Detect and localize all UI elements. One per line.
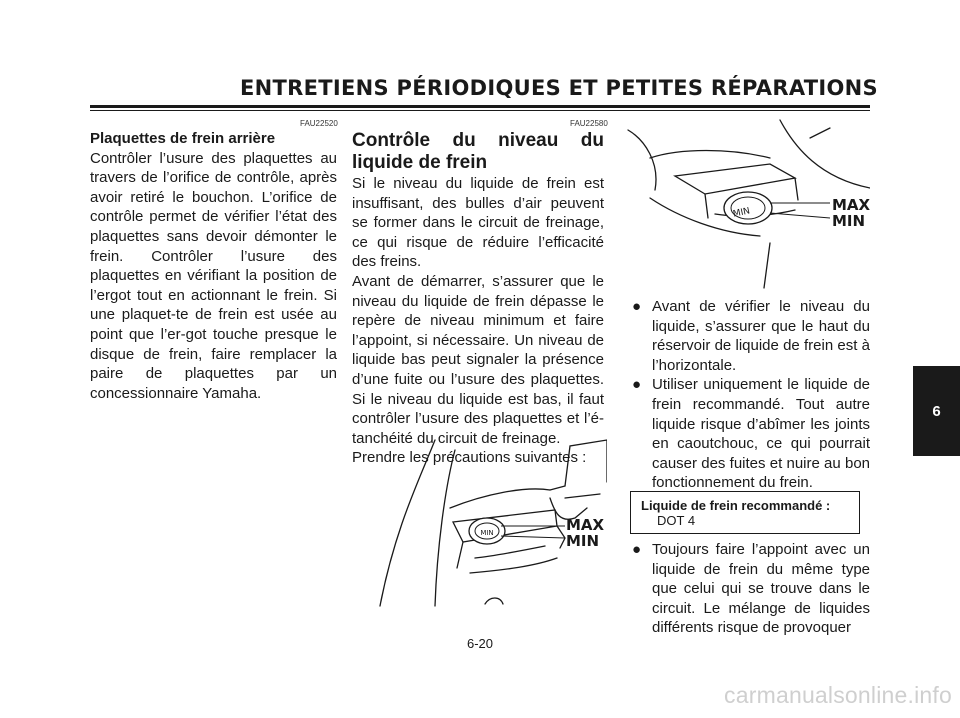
sight-glass-label: MIN xyxy=(732,206,752,220)
precaution-text-3: Toujours faire l’appoint avec un liquide de frein du même type que celui qui se trouve dans le circuit. Le mélange de liquides différents risque de provoquer xyxy=(652,541,870,637)
precautions-list-continued xyxy=(632,540,870,638)
min-leader-line xyxy=(770,213,830,218)
header-rule-thin xyxy=(90,110,870,111)
page-header-title: ENTRETIENS PÉRIODIQUES ET PETITES RÉPARATIONS xyxy=(240,76,878,100)
list-item xyxy=(632,540,870,638)
rear-reservoir-figure xyxy=(620,118,870,290)
brake-fluid-paragraph-1: Si le niveau du liquide de frein est insuffisant, des bulles d’air peuvent se former dans le circuit de freinage, ce qui risque de réduire l’efficacité des freins. xyxy=(352,175,604,271)
recommended-fluid-title: Liquide de frein recommandé : xyxy=(641,498,831,513)
brake-fluid-paragraph-2: Avant de démarrer, s’assurer que le niveau du liquide de frein dépasse le repère de niveau minimum et faire l’appoint, si nécessaire. Un niveau de liquide bas peut signaler la présence d’une fuite ou l’usure des plaquettes. Si le niveau du liquide est bas, il faut contrôler l’usure des plaquettes et l’é-tanchéité du circuit de freinage. xyxy=(352,272,604,447)
left-column xyxy=(90,129,337,403)
min-leader-line xyxy=(501,536,565,538)
max-level-label: MAX xyxy=(566,516,605,534)
recommended-fluid-value: DOT 4 xyxy=(657,513,696,528)
min-level-label: MIN xyxy=(566,532,600,550)
middle-column xyxy=(352,130,604,468)
section-code-middle: FAU22580 xyxy=(570,119,608,128)
watermark: carmanualsonline.info xyxy=(724,682,952,708)
bullet-icon: ● xyxy=(632,298,642,315)
rear-pads-body: Contrôler l’usure des plaquettes au travers de l’orifice de contrôle, après avoir retiré le bouchon. L’orifice de contrôle permet de vérifier l’état des plaquettes sans devoir démonter le frein. Contrôler l’usure des plaquettes en vérifiant la position de l’ergot tout en actionnant le frein. Si une plaquet-te de frein est usée au point que l’er-got touche presque le disque de frein, faire remplacer la paire de plaquettes par un concessionnaire Yamaha. xyxy=(90,149,337,402)
section-heading-rear-pads: Plaquettes de frein arrière xyxy=(90,130,276,147)
bullet-icon: ● xyxy=(632,376,642,394)
brake-fluid-paragraph-3: Prendre les précautions suivantes : xyxy=(352,449,587,467)
sight-glass-label: MIN xyxy=(480,529,494,537)
min-level-label: MIN xyxy=(832,212,866,230)
chapter-tab: 6 xyxy=(913,366,960,456)
front-reservoir-figure xyxy=(375,438,607,608)
section-title-brake-fluid: Contrôle du niveau du liquide de frein xyxy=(352,130,604,173)
max-level-label: MAX xyxy=(832,196,870,214)
precaution-text-1: Avant de vérifier le niveau du liquide, s’assurer que le haut du réservoir de liquide de frein est à l’horizontale. xyxy=(652,298,870,374)
bullet-icon: ● xyxy=(632,541,642,558)
recommended-fluid-box xyxy=(630,491,860,534)
header-rule xyxy=(90,105,870,108)
section-code-left: FAU22520 xyxy=(300,119,338,128)
list-item xyxy=(632,375,870,493)
precautions-list xyxy=(632,297,870,493)
page-number: 6-20 xyxy=(466,636,494,651)
list-item xyxy=(632,297,870,375)
precaution-text-2: Utiliser uniquement le liquide de frein recommandé. Tout autre liquide risque d’abîmer les joints en caoutchouc, ce qui pourrait causer des fuites et nuire au bon fonctionnement du frein. xyxy=(652,376,870,492)
